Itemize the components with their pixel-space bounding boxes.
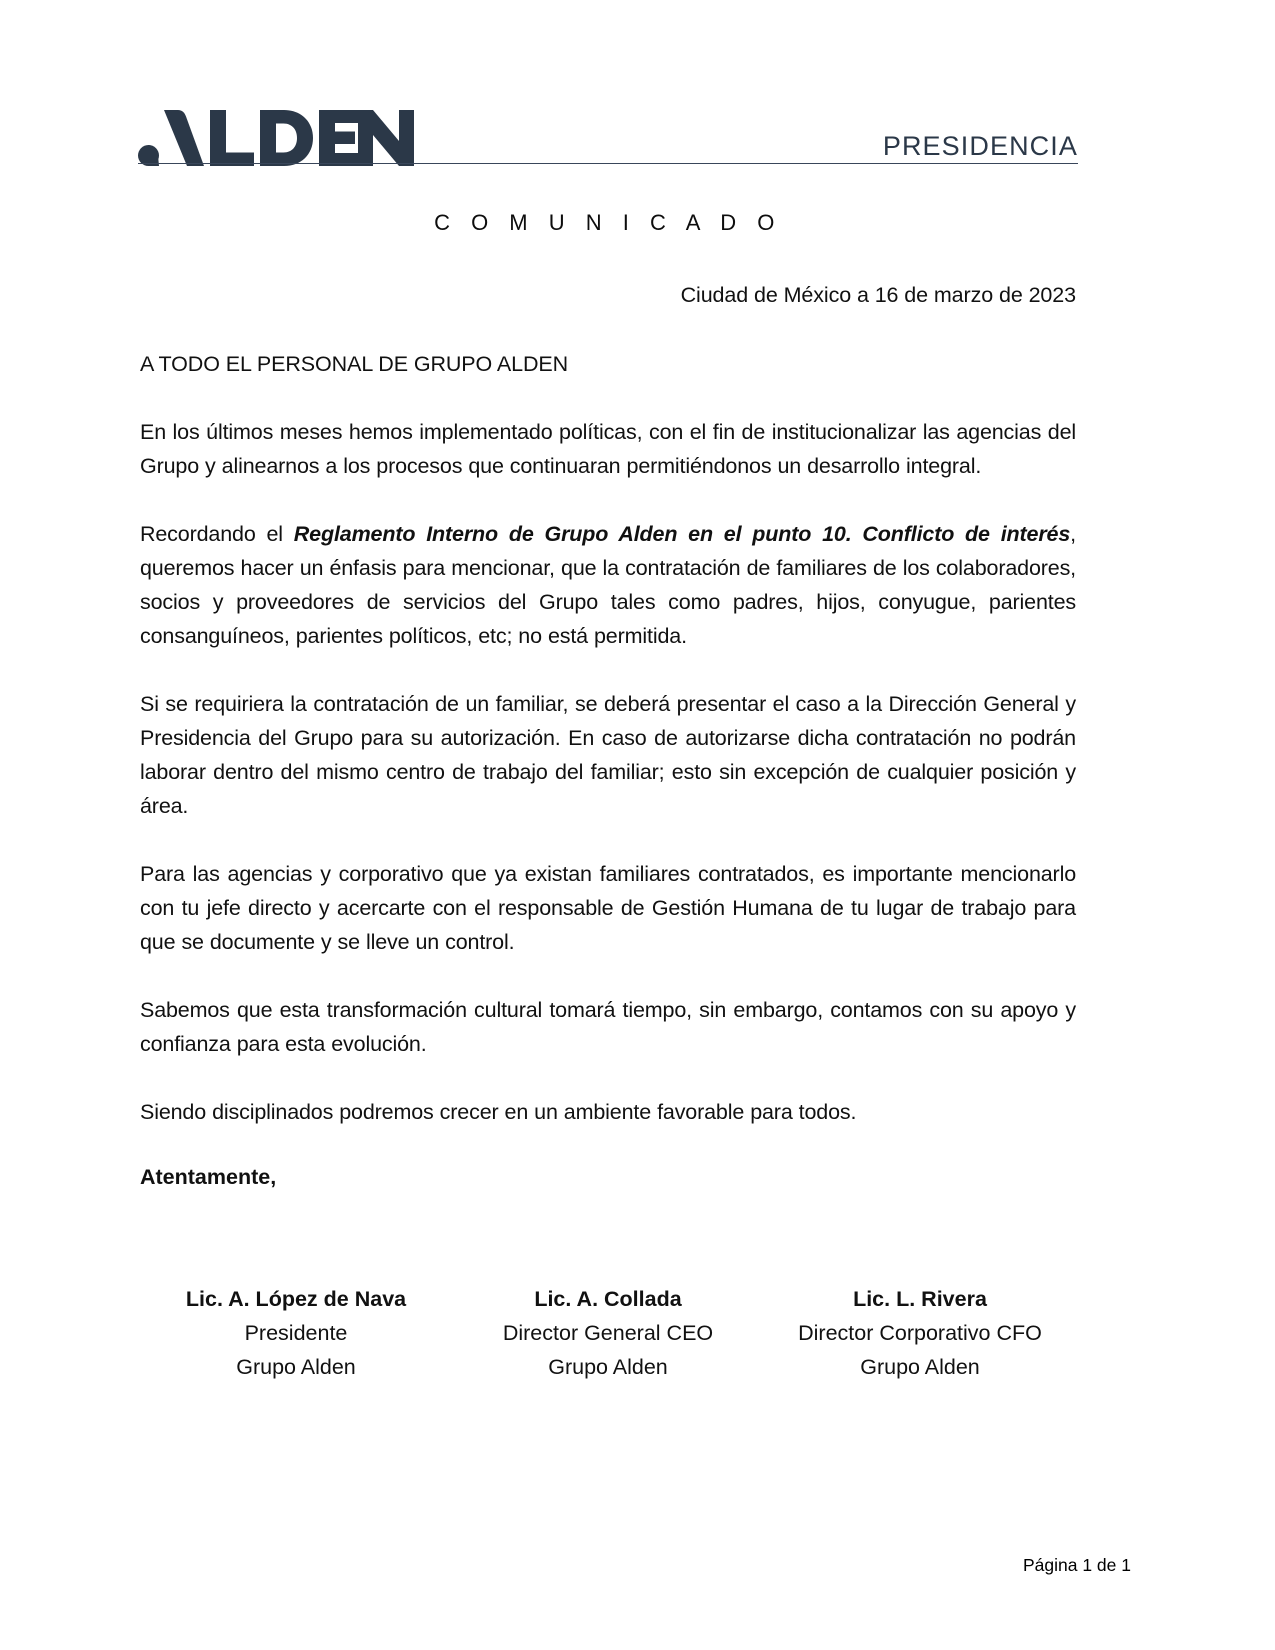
document-body — [140, 196, 1076, 1190]
document-title: C O M U N I C A D O — [434, 210, 782, 235]
signatory-role: Presidente — [244, 1321, 348, 1345]
signatory-org: Grupo Alden — [860, 1355, 980, 1379]
signature-block — [140, 1282, 1076, 1384]
alden-wordmark-n-icon — [358, 110, 430, 166]
signatory-name: Lic. L. Rivera — [853, 1287, 987, 1311]
paragraph-5: Sabemos que esta transformación cultural tomará tiempo, sin embargo, contamos con su apoyo y confianza para esta evolución. — [140, 998, 1076, 1056]
department-title: PRESIDENCIA — [882, 131, 1078, 161]
signatory-name: Lic. A. López de Nava — [185, 1287, 407, 1311]
paragraph-1: En los últimos meses hemos implementado políticas, con el fin de institucionalizar las agencias del Grupo y alinearnos a los procesos que continuaran permitiéndonos un desarrollo integral. — [140, 420, 1076, 478]
paragraph-4: Para las agencias y corporativo que ya existan familiares contratados, es importante mencionarlo con tu jefe directo y acercarte con el responsable de Gestión Humana de tu lugar de trabajo para que se documente y se lleve un control. — [140, 862, 1076, 954]
paragraph-6: Siendo disciplinados podremos crecer en un ambiente favorable para todos. — [140, 1100, 857, 1124]
signature-column — [452, 1282, 764, 1384]
signature-column — [764, 1282, 1076, 1384]
signatory-org: Grupo Alden — [236, 1355, 356, 1379]
date-line: Ciudad de México a 16 de marzo de 2023 — [680, 283, 1076, 307]
signatory-role: Director General CEO — [502, 1321, 714, 1345]
signatory-name: Lic. A. Collada — [534, 1287, 682, 1311]
regulation-reference: Reglamento Interno de Grupo Alden en el punto 10. Conflicto de interés — [293, 522, 1071, 546]
paragraph-2-lead: Recordando el — [140, 522, 294, 546]
page-indicator: Página 1 de 1 — [1022, 1555, 1131, 1575]
signature-column — [140, 1282, 452, 1384]
paragraph-2 — [140, 517, 1076, 653]
alden-wordmark-icon — [138, 110, 358, 166]
paragraph-3: Si se requiriera la contratación de un familiar, se deberá presentar el caso a la Dirección General y Presidencia del Grupo para su autorización. En caso de autorizarse dicha contratación no podrán laborar dentro del mismo centro de trabajo del familiar; esto sin excepción de cualquier posición y área. — [140, 692, 1076, 818]
document-header — [138, 88, 1078, 166]
signatory-org: Grupo Alden — [548, 1355, 668, 1379]
alden-logo — [138, 110, 430, 166]
signatory-role: Director Corporativo CFO — [798, 1321, 1042, 1345]
signoff-line: Atentamente, — [140, 1165, 277, 1189]
addressee-line: A TODO EL PERSONAL DE GRUPO ALDEN — [140, 352, 569, 376]
paragraph-2-tail: , queremos hacer un énfasis para mencionar, que la contratación de familiares de los colaboradores, socios y proveedores de servicios del Grupo tales como padres, hijos, conyugue, parientes consanguíneos, parientes políticos, etc; no está permitida. — [140, 522, 1076, 648]
header-divider — [138, 163, 1078, 164]
